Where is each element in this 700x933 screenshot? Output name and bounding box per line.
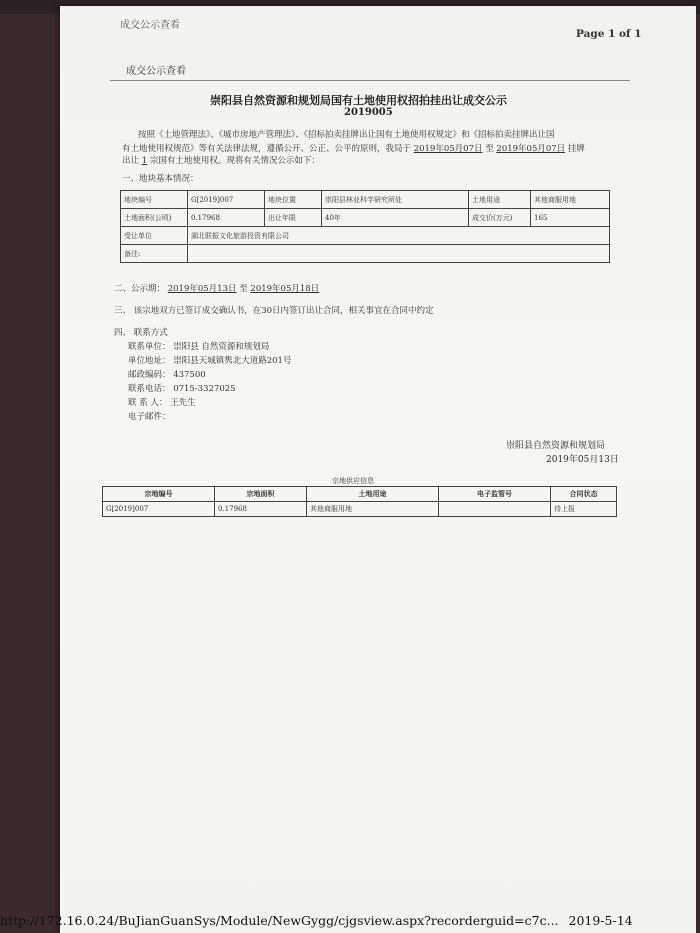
document-number: 2019005 (344, 107, 393, 118)
table-header-row (103, 487, 617, 502)
table-cell: 受让单位 (121, 227, 188, 245)
table-cell: 0.17968 (188, 209, 265, 227)
listing-end-date: 2019年05月07日 (496, 144, 566, 154)
table-cell: G[2019]007 (188, 191, 265, 209)
print-header-title: 成交公示查看 (120, 20, 180, 31)
table-row (121, 227, 610, 245)
intro-line-1: 按照《土地管理法》、《城市房地产管理法》、《招标拍卖挂牌出让国有土地使用权规定》和《招标拍卖挂牌出让国 (138, 130, 555, 140)
parcel-info-table (120, 190, 610, 263)
table-cell: 崇阳县林业科学研究所处 (322, 191, 469, 209)
supply-info-table (102, 486, 617, 517)
print-footer (0, 913, 633, 928)
table-cell: 成交价(万元) (469, 209, 531, 227)
section-title: 成交公示查看 (126, 66, 186, 77)
table-cell: 165 (531, 209, 610, 227)
table-cell: 出让年限 (265, 209, 322, 227)
table-cell: 其他商服用地 (307, 502, 439, 517)
table-cell: 备注: (121, 245, 188, 263)
supply-table-caption: 宗地供应信息 (332, 477, 374, 485)
listing-start-date: 2019年05月07日 (413, 144, 483, 154)
table-cell (188, 245, 610, 263)
printed-page (60, 6, 696, 933)
table-row (121, 245, 610, 263)
intro-line-3: 出让 1 宗国有土地使用权。现将有关情况公示如下： (122, 156, 320, 166)
footer-date: 2019-5-14 (568, 913, 633, 928)
signature-date: 2019年05月13日 (546, 455, 619, 465)
table-cell: G[2019]007 (103, 502, 215, 517)
table-cell: 0.17968 (215, 502, 307, 517)
column-header: 宗地面积 (215, 487, 307, 502)
contact-address: 单位地址： 崇阳县天城镇隽北大道路201号 (128, 356, 292, 366)
column-header: 宗地编号 (103, 487, 215, 502)
table-cell: 土地用途 (469, 191, 531, 209)
contact-unit: 联系单位： 崇阳县 自然资源和规划局 (128, 342, 270, 352)
section-4-heading: 四、 联系方式 (114, 328, 168, 338)
signature-org: 崇阳县自然资源和规划局 (506, 441, 606, 451)
table-cell: 湖北联振文化旅游投资有限公司 (188, 227, 610, 245)
section-3: 三、 该宗地双方已签订成交确认书，在30日内签订出让合同，相关事宜在合同中约定 (114, 306, 434, 316)
table-cell: 40年 (322, 209, 469, 227)
contact-postcode: 邮政编码： 437500 (128, 370, 206, 380)
section-1-heading: 一、地块基本情况： (122, 174, 199, 184)
column-header: 土地用途 (307, 487, 439, 502)
document-title: 崇阳县自然资源和规划局国有土地使用权招拍挂出让成交公示 (210, 94, 507, 107)
intro-line-2: 有土地使用权规范》等有关法律法规，遵循公开、公正、公平的原则，我局于 2019年05月07日 至 2019年05月07日 挂牌 (122, 144, 585, 154)
contact-person: 联 系 人： 王先生 (128, 398, 196, 408)
table-cell: 土地面积(公顷) (121, 209, 188, 227)
column-header: 合同状态 (551, 487, 617, 502)
footer-url: http://172.16.0.24/BuJianGuanSys/Module/NewGygg/cjgsview.aspx?recorderguid=c7c... (0, 913, 559, 928)
section-2: 二、公示期： 2019年05月13日 至 2019年05月18日 (114, 284, 320, 294)
table-cell: 地块编号 (121, 191, 188, 209)
divider (110, 80, 630, 81)
table-cell (439, 502, 551, 517)
parcel-count: 1 (141, 156, 148, 166)
table-cell: 待上报 (551, 502, 617, 517)
table-cell: 地块位置 (265, 191, 322, 209)
page-number: Page 1 of 1 (576, 28, 642, 40)
contact-email: 电子邮件： (128, 412, 171, 422)
publicity-end-date: 2019年05月18日 (250, 284, 320, 294)
column-header: 电子监管号 (439, 487, 551, 502)
publicity-start-date: 2019年05月13日 (167, 284, 237, 294)
table-row (103, 502, 617, 517)
contact-phone: 联系电话： 0715-3327025 (128, 384, 236, 394)
table-row (121, 209, 610, 227)
table-row (121, 191, 610, 209)
table-cell: 其他商服用地 (531, 191, 610, 209)
